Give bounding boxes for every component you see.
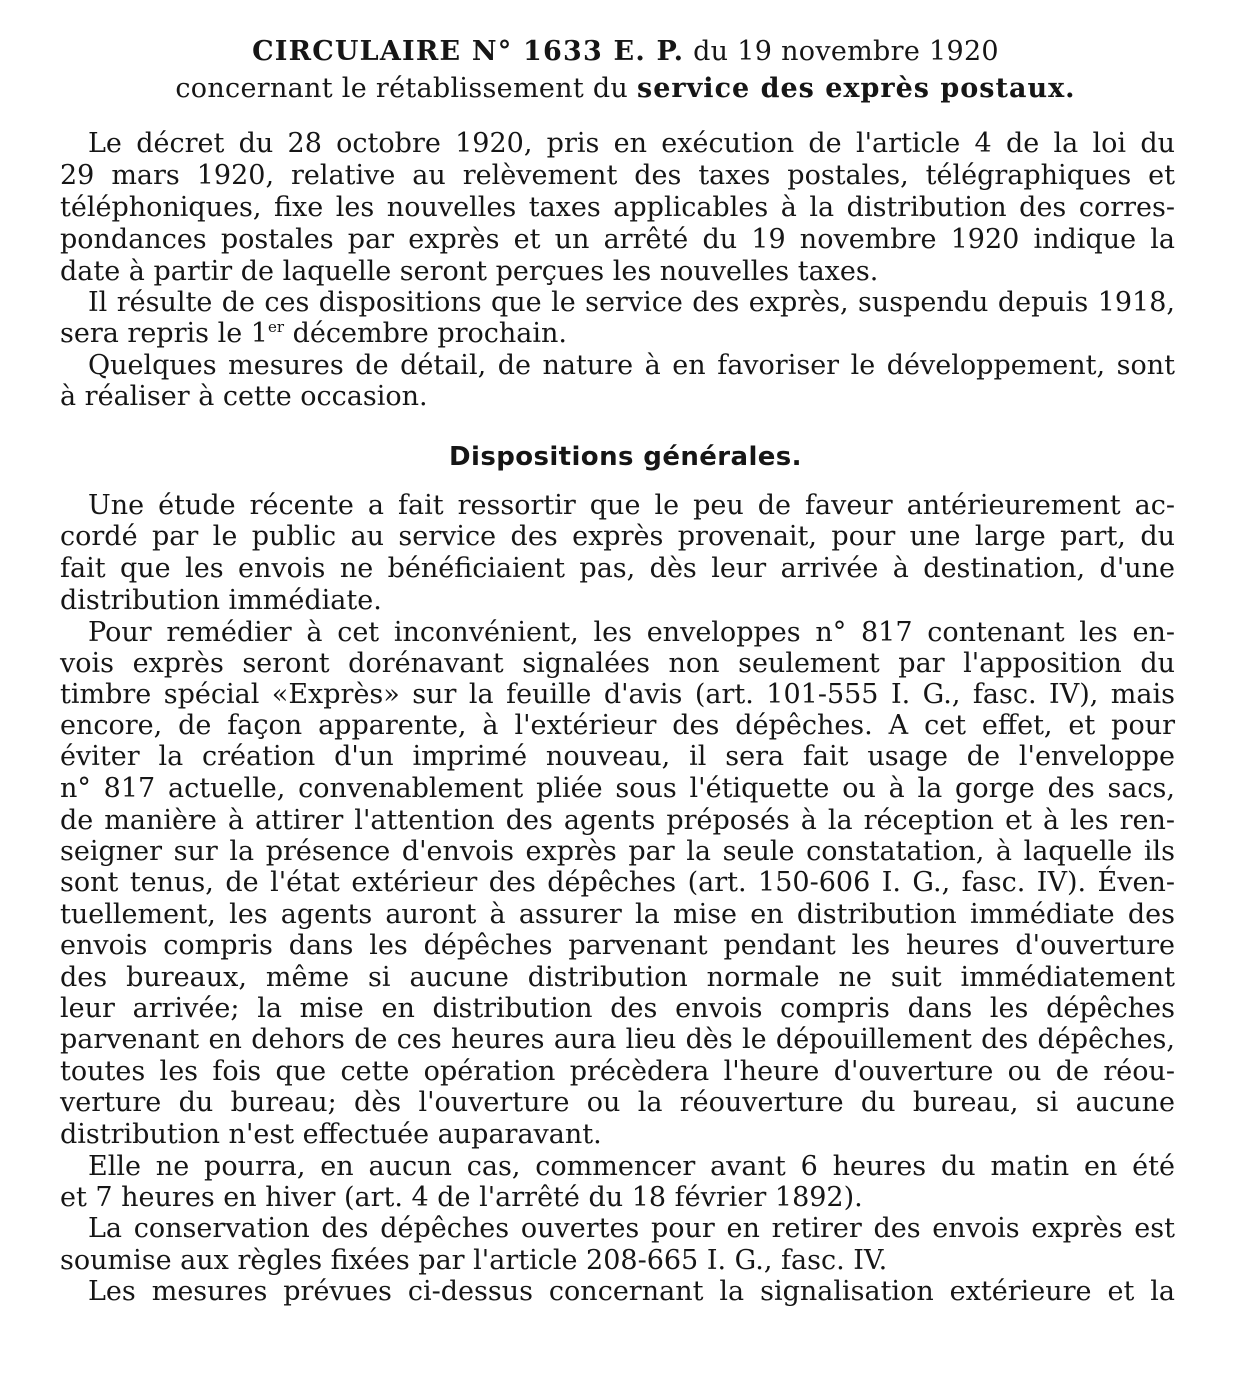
document-subtitle <box>0 73 1251 104</box>
text-line: éviter la création d'un imprimé nouveau, il sera fait usage de l'enveloppe <box>60 741 1175 772</box>
text-line: soumise aux règles fixées par l'article 208-665 I. G., fasc. IV. <box>60 1245 888 1276</box>
text-line: à réaliser à cette occasion. <box>60 381 428 412</box>
text-fragment: sera repris le 1 <box>60 318 268 349</box>
text-line: Elle ne pourra, en aucun cas, commencer avant 6 heures du matin en été <box>88 1151 1175 1182</box>
document-title <box>0 36 1251 67</box>
text-line: Pour remédier à cet inconvénient, les enveloppes n° 817 contenant les en- <box>88 617 1175 648</box>
text-fragment: décembre prochain. <box>292 318 567 349</box>
text-line: parvenant en dehors de ces heures aura lieu dès le dépouillement des dépêches, <box>60 1024 1175 1055</box>
text-line: des bureaux, même si aucune distribution normale ne suit immédiatement <box>60 962 1175 993</box>
subtitle-normal: concernant le rétablissement du <box>175 73 629 104</box>
text-line: date à partir de laquelle seront perçues les nouvelles taxes. <box>60 256 879 287</box>
text-line: encore, de façon apparente, à l'extérieur des dépêches. A cet effet, et pour <box>60 710 1175 741</box>
text-line: Une étude récente a fait ressortir que le peu de faveur antérieurement ac- <box>88 490 1175 521</box>
text-line: envois compris dans les dépêches parvenant pendant les heures d'ouverture <box>60 930 1175 961</box>
circular-date: du 19 novembre 1920 <box>693 36 999 67</box>
text-line: distribution immédiate. <box>60 585 382 616</box>
text-line: Le décret du 28 octobre 1920, pris en exécution de l'article 4 de la loi du <box>88 128 1175 159</box>
circular-number: CIRCULAIRE N° 1633 E. P. <box>252 36 685 67</box>
text-line: sont tenus, de l'état extérieur des dépêches (art. 150-606 I. G., fasc. IV). Éven- <box>60 867 1175 898</box>
text-line: Il résulte de ces dispositions que le service des exprès, suspendu depuis 1918, <box>88 287 1175 318</box>
text-line: Quelques mesures de détail, de nature à en favoriser le développement, sont <box>88 350 1175 381</box>
text-line: verture du bureau; dès l'ouverture ou la réouverture du bureau, si aucune <box>60 1087 1175 1118</box>
text-line: timbre spécial «Exprès» sur la feuille d'avis (art. 101-555 I. G., fasc. IV), mais <box>60 679 1175 710</box>
text-line: n° 817 actuelle, convenablement pliée sous l'étiquette ou à la gorge des sacs, <box>60 773 1175 804</box>
text-line: et 7 heures en hiver (art. 4 de l'arrêté du 18 février 1892). <box>60 1182 863 1213</box>
text-line <box>60 318 1175 349</box>
text-line: fait que les envois ne bénéficiaient pas, dès leur arrivée à destination, d'une <box>60 553 1175 584</box>
text-line: tuellement, les agents auront à assurer la mise en distribution immédiate des <box>60 899 1175 930</box>
text-line: Les mesures prévues ci-dessus concernant la signalisation extérieure et la <box>88 1276 1175 1307</box>
text-line: leur arrivée; la mise en distribution des envois compris dans les dépêches <box>60 993 1175 1024</box>
text-line: pondances postales par exprès et un arrêté du 19 novembre 1920 indique la <box>60 224 1175 255</box>
text-line: toutes les fois que cette opération précèdera l'heure d'ouverture ou de réou- <box>60 1056 1175 1087</box>
text-line: distribution n'est effectuée auparavant. <box>60 1119 602 1150</box>
subtitle-bold: service des exprès postaux. <box>637 73 1076 104</box>
text-line: La conservation des dépêches ouvertes pour en retirer des envois exprès est <box>88 1213 1175 1244</box>
text-line: 29 mars 1920, relative au relèvement des taxes postales, télégraphiques et <box>60 160 1175 191</box>
text-line: seigner sur la présence d'envois exprès par la seule constatation, à laquelle ils <box>60 836 1175 867</box>
text-line: vois exprès seront dorénavant signalées non seulement par l'apposition du <box>60 648 1175 679</box>
superscript: er <box>267 318 285 336</box>
text-line: téléphoniques, fixe les nouvelles taxes applicables à la distribution des corres- <box>60 192 1175 223</box>
section-heading: Dispositions générales. <box>449 442 802 472</box>
text-line: cordé par le public au service des exprès provenait, pour une large part, du <box>60 521 1175 552</box>
text-line: de manière à attirer l'attention des agents préposés à la réception et à les ren- <box>60 805 1175 836</box>
